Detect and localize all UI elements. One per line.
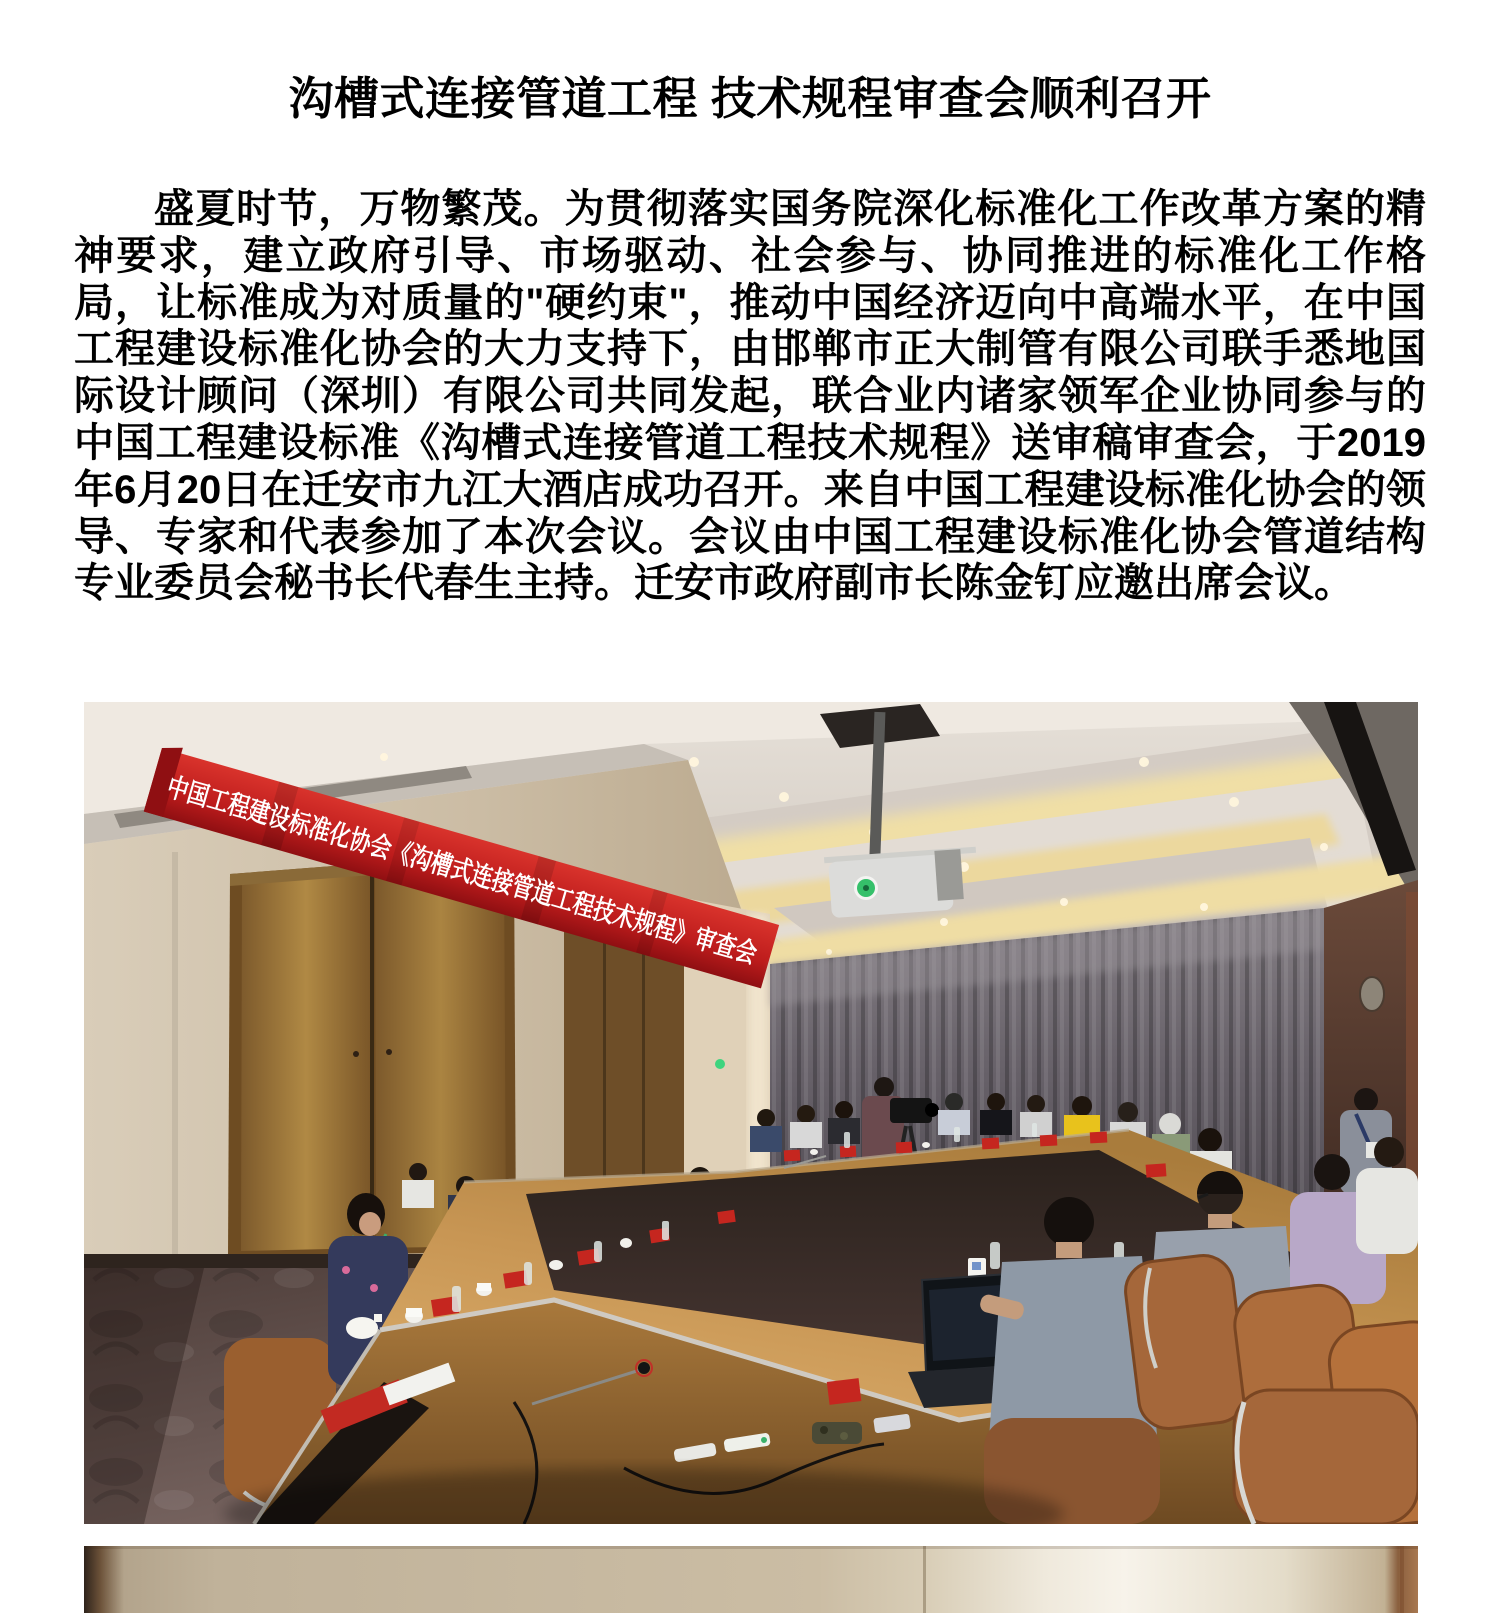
photo-bottom-cropped (84, 1546, 1418, 1613)
banner-text: 中国工程建设标准化协会《沟槽式连接管道工程技术规程》审查会 (163, 771, 925, 1017)
article-title: 沟槽式连接管道工程 技术规程审查会顺利召开 (288, 73, 1212, 124)
article-body-paragraph: 盛夏时节，万物繁茂。为贯彻落实国务院深化标准化工作改革方案的精神要求，建立政府引导、市场驱动、社会参与、协同推进的标准化工作格局，让标准成为对质量的"硬约束"，推动中国经济迈向中高端水平，在中国工程建设标准化协会的大力支持下，由邯郸市正大制管有限公司联手悉地国际设计顾问（深圳）有限公司共同发起，联合业内诸家领军企业协同参与的中国工程建设标准《沟槽式连接管道工程技术规程》送审稿审查会，于2019年6月20日在迁安市九江大酒店成功召开。来自中国工程建设标准化协会的领导、专家和代表参加了本次会议。会议由中国工程建设标准化协会管道结构专业委员会秘书长代春生主持。迁安市政府副市长陈金钉应邀出席会议。 (74, 187, 1426, 606)
conference-scene (84, 702, 1418, 1524)
teapot (346, 1317, 378, 1339)
bottom-photo-scene (84, 1546, 1418, 1613)
exit-light (715, 1059, 725, 1069)
white-hair-man (1159, 1113, 1181, 1135)
camo-pouch (812, 1422, 862, 1444)
photo-conference-room (84, 702, 1418, 1524)
wall-seam (923, 1546, 926, 1613)
wall-speaker (1360, 977, 1384, 1011)
